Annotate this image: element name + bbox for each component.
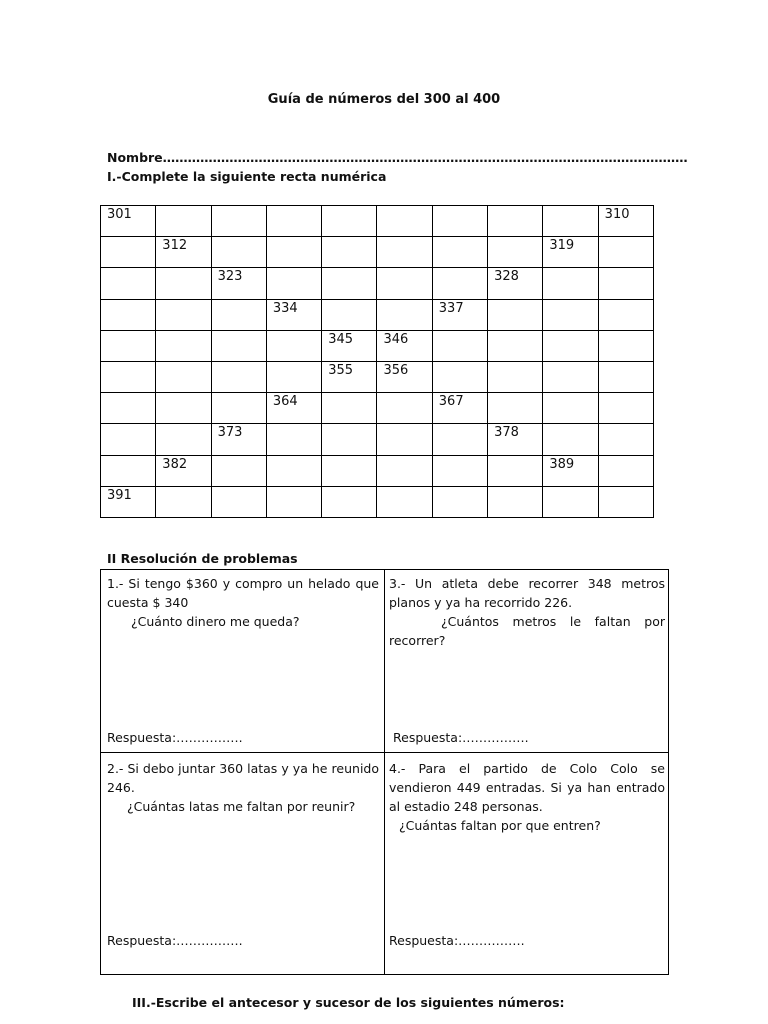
grid-cell: 319: [543, 237, 598, 268]
grid-row: [101, 299, 654, 330]
grid-cell[interactable]: [432, 361, 487, 392]
grid-cell[interactable]: [211, 486, 266, 517]
number-grid: [100, 205, 654, 518]
grid-cell[interactable]: [543, 486, 598, 517]
problem-1-question: ¿Cuánto dinero me queda?: [131, 614, 300, 629]
grid-cell[interactable]: [266, 206, 321, 237]
grid-cell[interactable]: [101, 237, 156, 268]
grid-cell[interactable]: [377, 206, 432, 237]
grid-cell[interactable]: [432, 237, 487, 268]
grid-cell[interactable]: [156, 299, 211, 330]
problem-2-text: 2.- Si debo juntar 360 latas y ya he reunido 246.: [107, 761, 379, 795]
section-3-heading: III.-Escribe el antecesor y sucesor de los siguientes números:: [132, 995, 565, 1010]
grid-cell[interactable]: [211, 299, 266, 330]
problem-4-answer: Respuesta:…………….: [389, 933, 525, 948]
grid-cell[interactable]: [101, 393, 156, 424]
grid-cell: 382: [156, 455, 211, 486]
grid-cell[interactable]: [543, 268, 598, 299]
section-1-heading: I.-Complete la siguiente recta numérica: [107, 169, 387, 184]
grid-cell[interactable]: [598, 299, 653, 330]
grid-cell: 323: [211, 268, 266, 299]
grid-cell[interactable]: [598, 268, 653, 299]
name-line: Nombre………………………………………………………………………………………………………………: [107, 150, 688, 165]
grid-cell[interactable]: [101, 455, 156, 486]
grid-cell[interactable]: [488, 206, 543, 237]
grid-cell: 334: [266, 299, 321, 330]
grid-cell[interactable]: [156, 330, 211, 361]
grid-cell[interactable]: [598, 455, 653, 486]
grid-cell[interactable]: [211, 206, 266, 237]
grid-cell[interactable]: [432, 268, 487, 299]
problem-1-answer: Respuesta:…………….: [107, 730, 243, 745]
grid-cell[interactable]: [432, 455, 487, 486]
grid-cell[interactable]: [322, 455, 377, 486]
problem-4-text: 4.- Para el partido de Colo Colo se vendieron 449 entradas. Si ya han entrado al estadio 248 personas.: [389, 761, 665, 814]
grid-cell[interactable]: [322, 206, 377, 237]
divider-horizontal: [101, 752, 668, 753]
grid-cell: 337: [432, 299, 487, 330]
grid-cell[interactable]: [488, 330, 543, 361]
grid-cell: 367: [432, 393, 487, 424]
problem-1-text: 1.- Si tengo $360 y compro un helado que cuesta $ 340: [107, 576, 379, 610]
grid-row: [101, 393, 654, 424]
grid-cell[interactable]: [322, 237, 377, 268]
grid-cell[interactable]: [322, 424, 377, 455]
problem-3-question: ¿Cuántos metros le faltan por recorrer?: [389, 614, 665, 648]
grid-row: [101, 237, 654, 268]
grid-cell[interactable]: [488, 237, 543, 268]
grid-cell: 310: [598, 206, 653, 237]
problem-4: [389, 759, 665, 835]
grid-cell: 378: [488, 424, 543, 455]
problem-3-text: 3.- Un atleta debe recorrer 348 metros planos y ya ha recorrido 226.: [389, 576, 665, 610]
grid-cell[interactable]: [432, 330, 487, 361]
grid-cell[interactable]: [211, 455, 266, 486]
grid-cell[interactable]: [156, 424, 211, 455]
grid-cell[interactable]: [488, 361, 543, 392]
problem-3: [389, 574, 665, 650]
grid-cell[interactable]: [322, 393, 377, 424]
grid-cell: 391: [101, 486, 156, 517]
grid-cell: 356: [377, 361, 432, 392]
grid-cell[interactable]: [211, 393, 266, 424]
grid-cell[interactable]: [266, 237, 321, 268]
grid-cell[interactable]: [598, 424, 653, 455]
grid-cell[interactable]: [266, 268, 321, 299]
grid-cell[interactable]: [101, 330, 156, 361]
grid-cell[interactable]: [211, 330, 266, 361]
grid-cell: 312: [156, 237, 211, 268]
grid-cell[interactable]: [543, 299, 598, 330]
grid-cell: 345: [322, 330, 377, 361]
grid-cell[interactable]: [543, 361, 598, 392]
grid-cell: 355: [322, 361, 377, 392]
problem-2-question: ¿Cuántas latas me faltan por reunir?: [127, 799, 356, 814]
divider-vertical: [384, 570, 385, 974]
grid-cell[interactable]: [156, 206, 211, 237]
grid-cell[interactable]: [266, 424, 321, 455]
grid-cell[interactable]: [266, 330, 321, 361]
grid-row: [101, 206, 654, 237]
grid-cell[interactable]: [543, 393, 598, 424]
grid-cell[interactable]: [156, 268, 211, 299]
grid-cell[interactable]: [598, 393, 653, 424]
grid-row: [101, 424, 654, 455]
grid-row: [101, 268, 654, 299]
grid-cell[interactable]: [101, 424, 156, 455]
grid-cell[interactable]: [598, 330, 653, 361]
grid-cell[interactable]: [377, 424, 432, 455]
grid-cell[interactable]: [432, 486, 487, 517]
grid-cell[interactable]: [156, 361, 211, 392]
grid-cell[interactable]: [377, 268, 432, 299]
grid-cell[interactable]: [101, 268, 156, 299]
page-title: Guía de números del 300 al 400: [267, 92, 501, 107]
grid-cell[interactable]: [488, 455, 543, 486]
grid-cell[interactable]: [211, 237, 266, 268]
grid-cell[interactable]: [377, 455, 432, 486]
grid-cell[interactable]: [211, 361, 266, 392]
problem-2: [107, 759, 379, 816]
grid-cell[interactable]: [377, 237, 432, 268]
grid-row: [101, 486, 654, 517]
grid-cell[interactable]: [101, 361, 156, 392]
grid-cell[interactable]: [432, 424, 487, 455]
grid-cell[interactable]: [322, 486, 377, 517]
grid-cell: 389: [543, 455, 598, 486]
grid-cell[interactable]: [488, 486, 543, 517]
grid-cell: 373: [211, 424, 266, 455]
grid-cell[interactable]: [266, 486, 321, 517]
grid-cell[interactable]: [598, 486, 653, 517]
grid-cell[interactable]: [543, 330, 598, 361]
section-2-heading: II Resolución de problemas: [107, 551, 298, 566]
grid-cell[interactable]: [432, 206, 487, 237]
grid-cell[interactable]: [322, 299, 377, 330]
grid-cell[interactable]: [266, 361, 321, 392]
grid-cell[interactable]: [322, 268, 377, 299]
problem-4-question: ¿Cuántas faltan por que entren?: [399, 818, 601, 833]
grid-cell[interactable]: [377, 486, 432, 517]
grid-cell[interactable]: [101, 299, 156, 330]
grid-cell[interactable]: [377, 299, 432, 330]
grid-cell[interactable]: [543, 424, 598, 455]
grid-cell[interactable]: [543, 206, 598, 237]
grid-cell[interactable]: [598, 237, 653, 268]
problems-box: [100, 569, 669, 975]
grid-row: [101, 455, 654, 486]
grid-cell[interactable]: [598, 361, 653, 392]
grid-cell: 301: [101, 206, 156, 237]
grid-cell: 364: [266, 393, 321, 424]
grid-cell[interactable]: [266, 455, 321, 486]
problem-3-answer: Respuesta:…………….: [393, 730, 529, 745]
grid-cell: 328: [488, 268, 543, 299]
grid-cell[interactable]: [377, 393, 432, 424]
grid-row: [101, 361, 654, 392]
grid-cell[interactable]: [156, 486, 211, 517]
grid-cell: 346: [377, 330, 432, 361]
grid-cell[interactable]: [488, 299, 543, 330]
problem-2-answer: Respuesta:…………….: [107, 933, 243, 948]
grid-row: [101, 330, 654, 361]
grid-cell[interactable]: [156, 393, 211, 424]
problem-1: [107, 574, 379, 631]
grid-cell[interactable]: [488, 393, 543, 424]
